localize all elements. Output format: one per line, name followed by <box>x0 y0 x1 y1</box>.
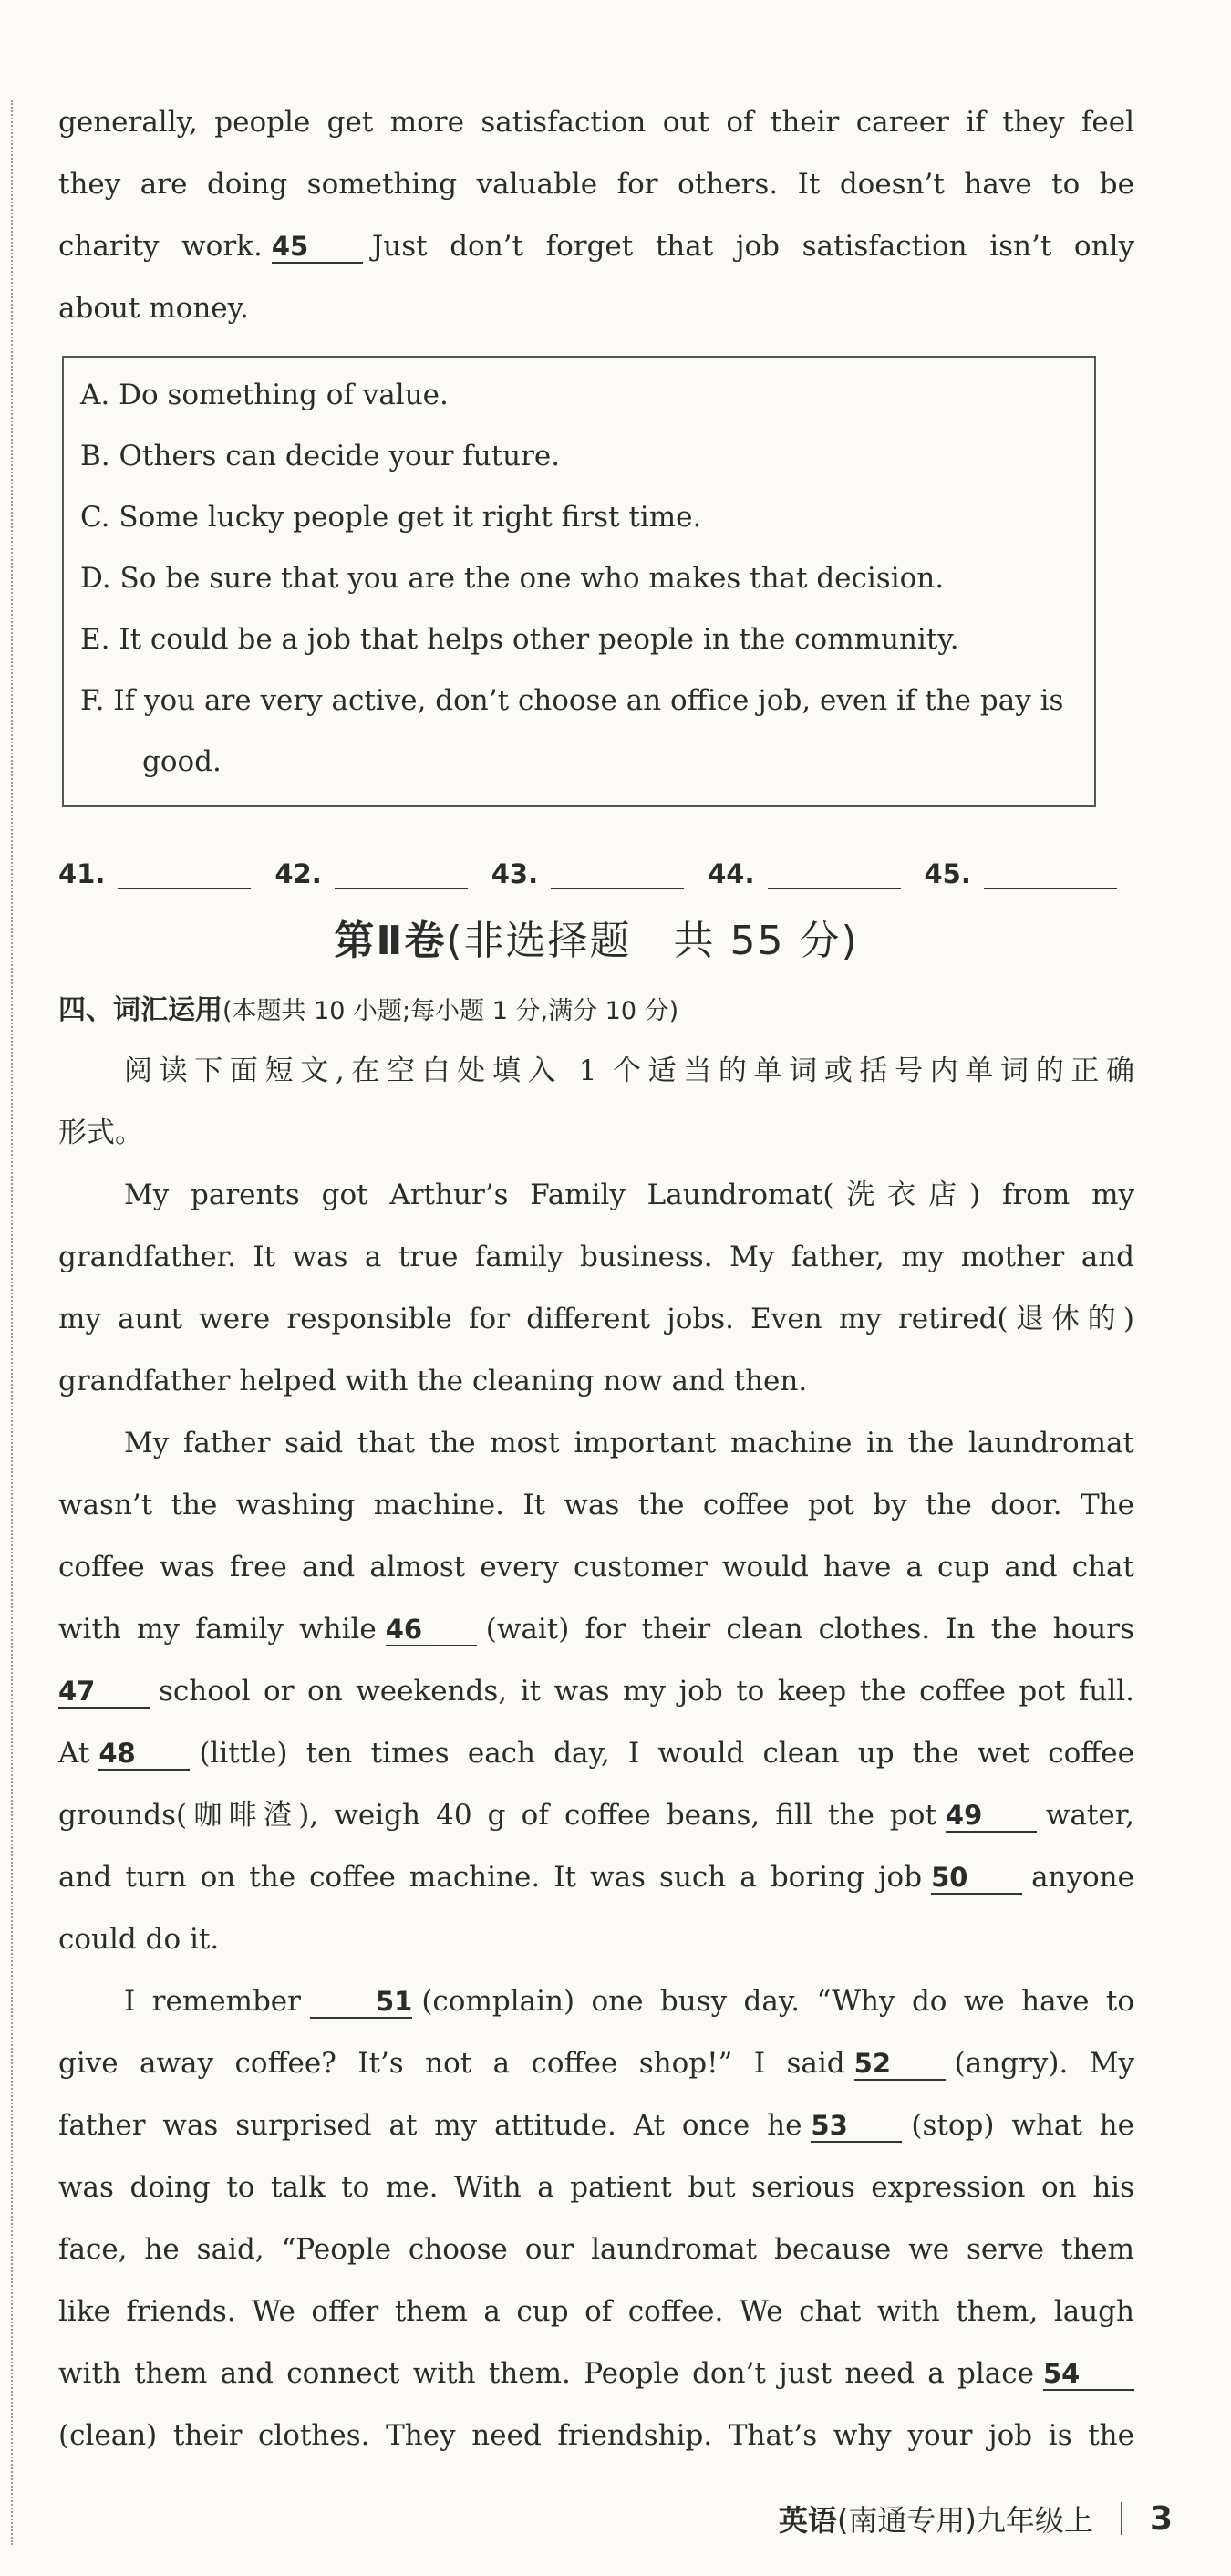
option-d: D. So be sure that you are the one who makes that decision. <box>80 562 945 595</box>
blank-51[interactable]: 51 <box>310 1986 412 2019</box>
blank-49[interactable]: 49 <box>946 1800 1037 1833</box>
text-line: At 48 (little) ten times each day, I would clean up the wet coffee <box>58 1737 1134 1770</box>
page-content <box>58 91 1134 2467</box>
text-line: and turn on the coffee machine. It was such a boring job 50 anyone <box>58 1861 1134 1894</box>
text-line: was doing to talk to me. With a patient but serious expression on his <box>58 2171 1134 2204</box>
text-line: charity work. 45 Just don’t forget that job satisfaction isn’t only <box>58 230 1134 263</box>
text-line: face, he said, “People choose our laundromat because we serve them <box>58 2233 1134 2266</box>
answer-43[interactable]: 43. <box>491 858 684 889</box>
option-a: A. Do something of value. <box>80 379 449 411</box>
page-number: 3 <box>1149 2499 1173 2538</box>
blank-54[interactable]: 54 <box>1043 2358 1134 2391</box>
binding-dotted-line <box>11 100 13 2545</box>
text-line: they are doing something valuable for others. It doesn’t have to be <box>58 168 1134 201</box>
option-f: F. If you are very active, don’t choose an office job, even if the pay is good. <box>80 684 1064 778</box>
text-line: grounds(咖啡渣), weigh 40 g of coffee beans, fill the pot 49 water, <box>58 1799 1134 1832</box>
text-line: wasn’t the washing machine. It was the coffee pot by the door. The <box>58 1489 1134 1522</box>
answer-41[interactable]: 41. <box>58 858 251 889</box>
footer-subject: 英语 <box>778 2503 837 2538</box>
section-title: 第Ⅱ卷(非选择题 共 55 分) <box>334 918 859 964</box>
text-line: (clean) their clothes. They need friendship. That’s why your job is the <box>58 2419 1134 2452</box>
text-line: grandfather. It was a true family business. My father, my mother and <box>58 1241 1134 1273</box>
answer-row <box>58 826 1134 889</box>
answer-45[interactable]: 45. <box>925 858 1117 889</box>
blank-53[interactable]: 53 <box>811 2110 902 2143</box>
option-b: B. Others can decide your future. <box>80 440 561 473</box>
blank-46[interactable]: 46 <box>386 1614 477 1646</box>
text-line: with them and connect with them. People don’t just need a place 54 <box>58 2342 1134 2405</box>
text-line: could do it. <box>58 1923 220 1956</box>
text-line: grandfather helped with the cleaning now and then. <box>58 1365 808 1397</box>
text-line: with my family while 46 (wait) for their clean clothes. In the hours <box>58 1613 1135 1646</box>
text-line: generally, people get more satisfaction out of their career if they feel <box>58 106 1134 139</box>
blank-47[interactable]: 47 <box>58 1676 150 1709</box>
blank-45[interactable]: 45 <box>272 231 363 264</box>
text-line: father was surprised at my attitude. At once he 53 (stop) what he <box>58 2109 1134 2142</box>
text-line: coffee was free and almost every customer would have a cup and chat <box>58 1551 1134 1584</box>
option-e: E. It could be a job that helps other people in the community. <box>80 623 959 656</box>
text-line: my aunt were responsible for different jobs. Even my retired(退休的) <box>58 1303 1134 1335</box>
footer-divider <box>1121 2502 1122 2535</box>
text-line: about money. <box>58 292 249 325</box>
footer-grade: 九年级上 <box>976 2503 1093 2538</box>
option-c: C. Some lucky people get it right first time. <box>80 501 702 534</box>
text-line: give away coffee? It’s not a coffee shop!” I said 52 (angry). My <box>58 2047 1134 2080</box>
page-footer <box>779 2498 1173 2540</box>
blank-50[interactable]: 50 <box>931 1862 1022 1895</box>
part4-heading: 四、词汇运用(本题共 10 小题;每小题 1 分,满分 10 分) <box>58 994 679 1026</box>
text-line: I remember 51 (complain) one busy day. “Why do we have to <box>124 1985 1134 2018</box>
answer-42[interactable]: 42. <box>274 858 467 889</box>
text-line: My father said that the most important machine in the laundromat <box>124 1427 1134 1459</box>
instruction-line: 形式。 <box>58 1117 143 1149</box>
text-line: 47 school or on weekends, it was my job to keep the coffee pot full. <box>58 1675 1134 1708</box>
footer-edition: (南通专用) <box>836 2503 977 2538</box>
blank-52[interactable]: 52 <box>854 2048 946 2081</box>
text-line: My parents got Arthur’s Family Laundromat(洗衣店) from my <box>124 1179 1134 1211</box>
blank-48[interactable]: 48 <box>98 1738 190 1771</box>
options-box <box>62 356 1096 807</box>
text-line: like friends. We offer them a cup of coffee. We chat with them, laugh <box>58 2295 1134 2328</box>
answer-44[interactable]: 44. <box>708 858 900 889</box>
instruction-line: 阅读下面短文,在空白处填入 1 个适当的单词或括号内单词的正确 <box>124 1054 1134 1087</box>
